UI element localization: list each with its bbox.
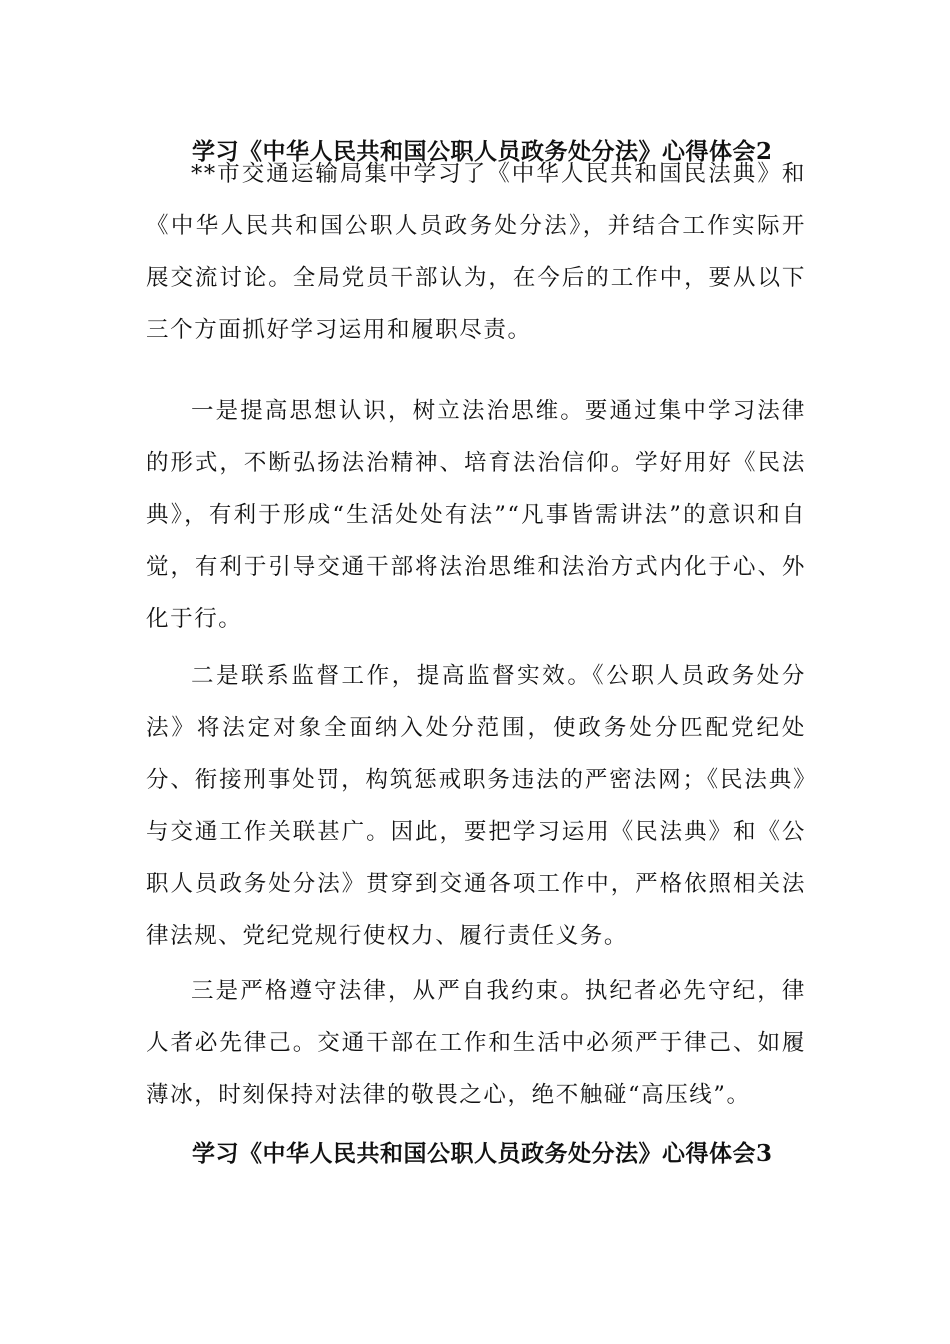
paragraph-intro: **市交通运输局集中学习了《中华人民共和国民法典》和《中华人民共和国公职人员政务处分法》，并结合工作实际开展交流讨论。全局党员干部认为，在今后的工作中，要从以下三个方面抓好学习运用和履职尽责。	[146, 161, 806, 343]
paragraph-point-three: 三是严格遵守法律，从严自我约束。执纪者必先守纪，律人者必先律己。交通干部在工作和生活中必须严于律己、如履薄冰，时刻保持对法律的敬畏之心，绝不触碰“高压线”。	[146, 978, 806, 1108]
paragraph-point-one: 一是提高思想认识，树立法治思维。要通过集中学习法律的形式，不断弘扬法治精神、培育法治信仰。学好用好《民法典》，有利于形成“生活处处有法”“凡事皆需讲法”的意识和自觉，有利于引导交通干部将法治思维和法治方式内化于心、外化于行。	[146, 398, 806, 632]
paragraph-point-two: 二是联系监督工作，提高监督实效。《公职人员政务处分法》将法定对象全面纳入处分范围，使政务处分匹配党纪处分、衔接刑事处罚，构筑惩戒职务违法的严密法网；《民法典》与交通工作关联甚广。因此，要把学习运用《民法典》和《公职人员政务处分法》贯穿到交通各项工作中，严格依照相关法律法规、党纪党规行使权力、履行责任义务。	[146, 663, 806, 949]
section-title-3: 学习《中华人民共和国公职人员政务处分法》心得体会3	[192, 1140, 773, 1167]
section-title-2: 学习《中华人民共和国公职人员政务处分法》心得体会2	[192, 138, 773, 165]
